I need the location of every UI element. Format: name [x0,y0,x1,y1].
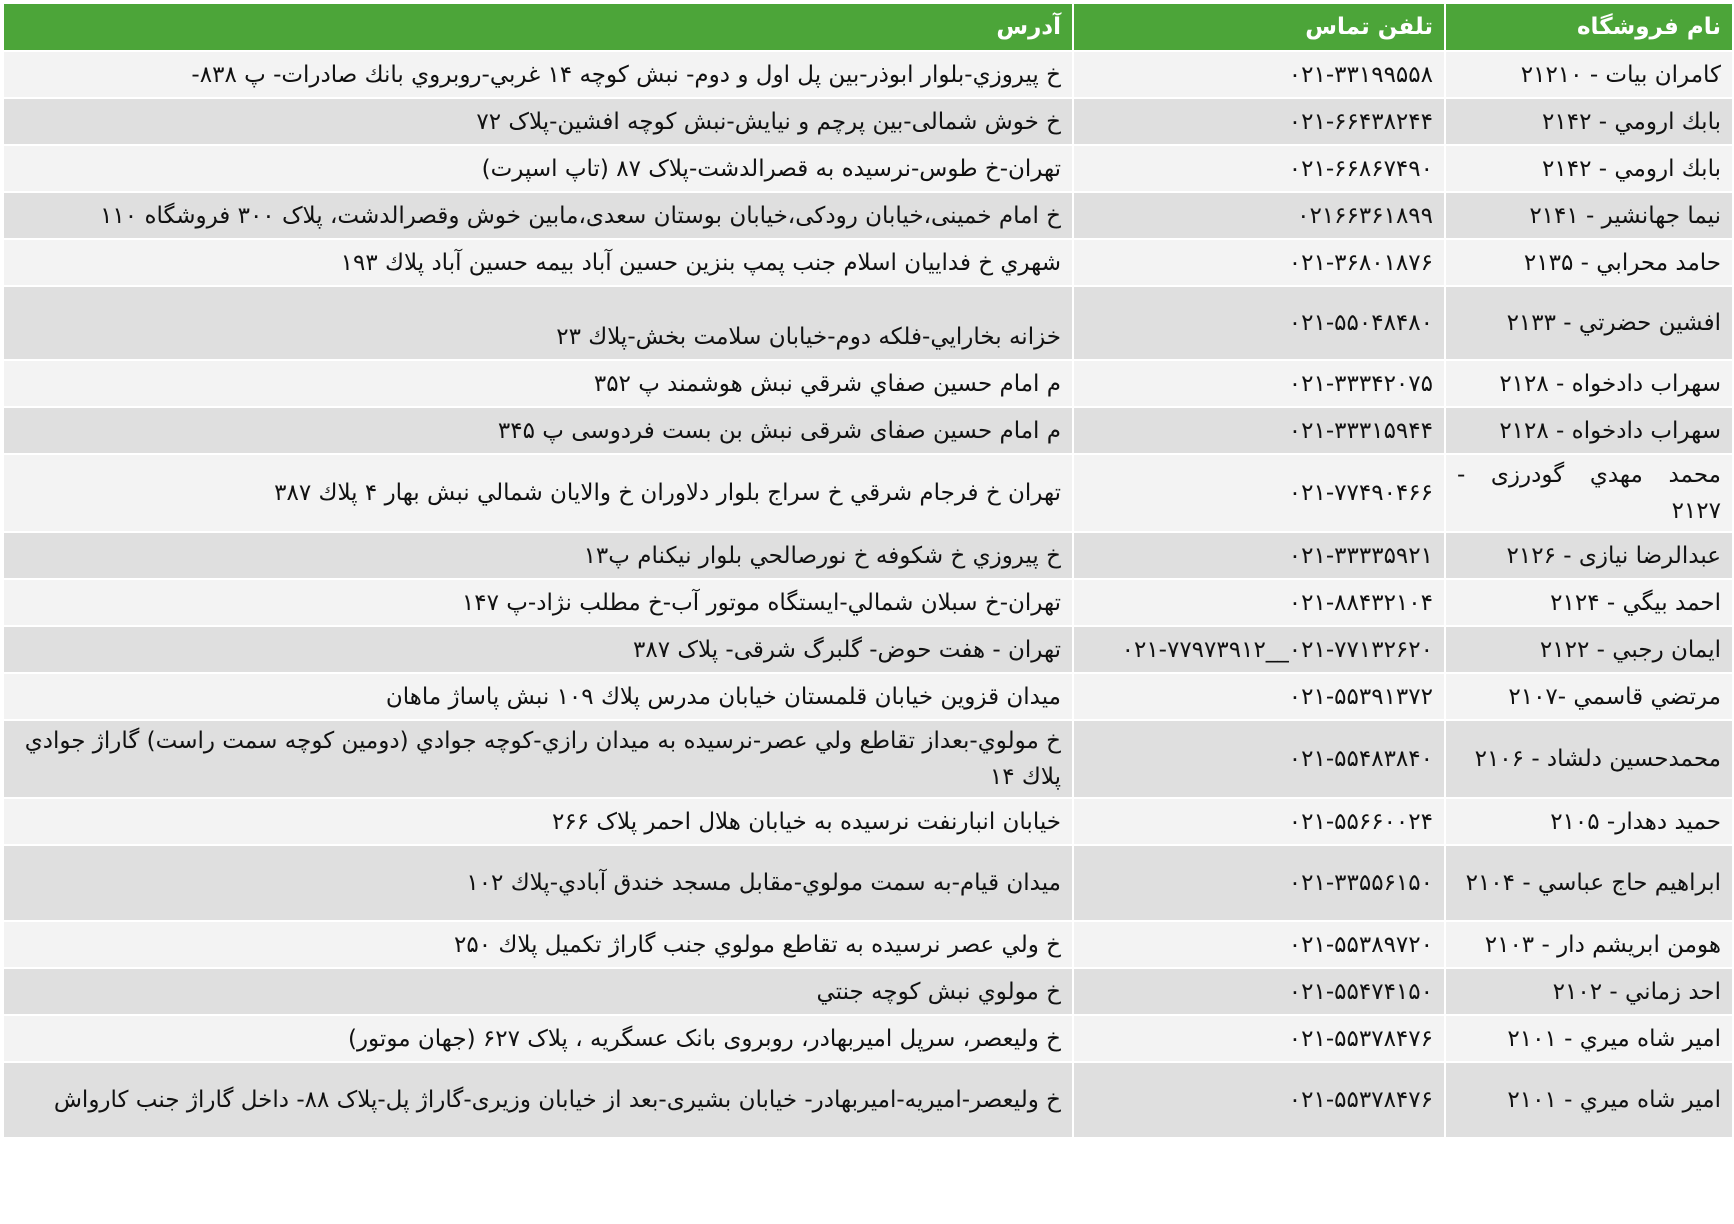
table-row [3,968,1733,1015]
phone-cell[interactable]: ۰۲۱-۵۵۰۴۸۴۸۰ [1073,286,1445,360]
store-name-cell[interactable]: نیما جهانشیر - ۲۱۴۱ [1445,192,1733,239]
table-row [3,239,1733,286]
address-cell[interactable]: م امام حسين صفاى شرقى نبش بن بست فردوسى پ ۳۴۵ [3,407,1073,454]
address-cell[interactable]: خزانه بخارايي-فلكه دوم-خيابان سلامت بخش-پلاك ۲۳ [3,286,1073,360]
phone-cell[interactable]: ۰۲۱-۵۵۳۸۹۷۲۰ [1073,921,1445,968]
table-row [3,145,1733,192]
store-name-cell[interactable]: هومن ابريشم دار - ۲۱۰۳ [1445,921,1733,968]
phone-cell[interactable]: ۰۲۱-۷۷۹۷۳۹۱۲__۰۲۱-۷۷۱۳۲۶۲۰ [1073,626,1445,673]
phone-cell[interactable]: ۰۲۱-۵۵۴۷۴۱۵۰ [1073,968,1445,1015]
address-cell[interactable]: تهران-خ طوس-نرسیده به قصرالدشت-پلاک ۸۷ (تاپ اسپرت) [3,145,1073,192]
table-row [3,798,1733,845]
address-cell[interactable]: شهري خ فداييان اسلام جنب پمپ بنزين حسين آباد بيمه حسين آباد پلاك ۱۹۳ [3,239,1073,286]
table-row [3,532,1733,579]
table-row [3,673,1733,720]
table-row [3,360,1733,407]
address-cell[interactable]: خ مولوي نبش كوچه جنتي [3,968,1073,1015]
phone-cell[interactable]: ۰۲۱-۵۵۳۷۸۴۷۶ [1073,1015,1445,1062]
store-name-cell[interactable]: حمید دهدار- ۲۱۰۵ [1445,798,1733,845]
phone-cell[interactable]: ۰۲۱-۳۳۵۵۶۱۵۰ [1073,845,1445,921]
address-cell[interactable]: خ امام خمینی،خیابان رودکی،خیابان بوستان سعدی،مابین خوش وقصرالدشت، پلاک ۳۰۰ فروشگاه ۱۱۰ [3,192,1073,239]
table-row [3,1062,1733,1138]
store-name-cell[interactable]: ايمان رجبي - ۲۱۲۲ [1445,626,1733,673]
table-body [3,51,1733,1138]
store-name-cell[interactable]: امير شاه ميري - ۲۱۰۱ [1445,1015,1733,1062]
table-row [3,921,1733,968]
address-cell[interactable]: خ مولوي-بعداز تقاطع ولي عصر-نرسيده به ميدان رازي-كوچه جوادي (دومين كوچه سمت راست) گاراژ جوادي پلاك ۱۴ [3,720,1073,798]
address-cell[interactable]: ميدان قيام-به سمت مولوي-مقابل مسجد خندق آبادي-پلاك ۱۰۲ [3,845,1073,921]
table-row [3,720,1733,798]
store-table [2,2,1734,1139]
table-row [3,192,1733,239]
address-cell[interactable]: خ پيروزي-بلوار ابوذر-بين پل اول و دوم- نبش كوچه ۱۴ غربي-روبروي بانك صادرات- پ ۸۳۸- [3,51,1073,98]
store-name-cell[interactable]: محمد مهدي گودرزی - ۲۱۲۷ [1445,454,1733,532]
address-cell[interactable]: تهران-خ سبلان شمالي-ايستگاه موتور آب-خ مطلب نژاد-پ ۱۴۷ [3,579,1073,626]
table-row [3,579,1733,626]
address-cell[interactable]: خ وليعصر-اميريه-اميربهادر- خيابان بشيری-بعد از خيابان وزيری-گاراژ پل-پلاک ۸۸- داخل گاراژ جنب كارواش [3,1062,1073,1138]
store-name-cell[interactable]: بابك ارومي - ۲۱۴۲ [1445,145,1733,192]
table-row [3,286,1733,360]
address-cell[interactable]: خ ولي عصر نرسيده به تقاطع مولوي جنب گاراژ تكميل پلاك ۲۵۰ [3,921,1073,968]
phone-cell[interactable]: ۰۲۱-۶۶۸۶۷۴۹۰ [1073,145,1445,192]
header-row [3,3,1733,51]
phone-cell[interactable]: ۰۲۱-۵۵۴۸۳۸۴۰ [1073,720,1445,798]
address-cell[interactable]: م امام حسين صفاي شرقي نبش هوشمند پ ۳۵۲ [3,360,1073,407]
address-cell[interactable]: خیابان انبارنفت نرسیده به خیابان هلال احمر پلاک ۲۶۶ [3,798,1073,845]
phone-cell[interactable]: ۰۲۱-۷۷۴۹۰۴۶۶ [1073,454,1445,532]
phone-cell[interactable]: ۰۲۱-۳۳۱۹۹۵۵۸ [1073,51,1445,98]
table-header [3,3,1733,51]
store-name-cell[interactable]: سهراب دادخواه - ۲۱۲۸ [1445,407,1733,454]
spreadsheet-sheet [0,2,1734,1224]
store-name-cell[interactable]: امير شاه ميري - ۲۱۰۱ [1445,1062,1733,1138]
phone-cell[interactable]: ۰۲۱-۸۸۴۳۲۱۰۴ [1073,579,1445,626]
store-name-cell[interactable]: عبدالرضا نیازی - ۲۱۲۶ [1445,532,1733,579]
store-name-cell[interactable]: حامد محرابي - ۲۱۳۵ [1445,239,1733,286]
table-row [3,407,1733,454]
phone-cell[interactable]: ۰۲۱-۵۵۳۷۸۴۷۶ [1073,1062,1445,1138]
phone-cell[interactable]: ۰۲۱-۳۶۸۰۱۸۷۶ [1073,239,1445,286]
address-cell[interactable]: خ پيروزي خ شكوفه خ نورصالحي بلوار نيكنام پ۱۳ [3,532,1073,579]
address-cell[interactable]: ميدان قزوين خيابان قلمستان خيابان مدرس پلاك ۱۰۹ نبش پاساژ ماهان [3,673,1073,720]
phone-cell[interactable]: ۰۲۱-۵۵۶۶۰۰۲۴ [1073,798,1445,845]
store-name-cell[interactable]: افشين حضرتي - ۲۱۳۳ [1445,286,1733,360]
store-name-cell[interactable]: مرتضي قاسمي -۲۱۰۷ [1445,673,1733,720]
table-row [3,845,1733,921]
store-name-cell[interactable]: احد زماني - ۲۱۰۲ [1445,968,1733,1015]
table-row [3,51,1733,98]
address-cell[interactable]: تهران - هفت حوض- گلبرگ شرقی- پلاک ۳۸۷ [3,626,1073,673]
address-cell[interactable]: تهران خ فرجام شرقي خ سراج بلوار دلاوران خ والايان شمالي نبش بهار ۴ پلاك ۳۸۷ [3,454,1073,532]
store-name-cell[interactable]: كامران بيات - ۲۱۲۱۰ [1445,51,1733,98]
table-row [3,1015,1733,1062]
phone-cell[interactable]: ۰۲۱-۶۶۴۳۸۲۴۴ [1073,98,1445,145]
header-store-name[interactable]: نام فروشگاه [1445,3,1733,51]
store-name-cell[interactable]: احمد بيگي - ۲۱۲۴ [1445,579,1733,626]
phone-cell[interactable]: ۰۲۱-۳۳۳۱۵۹۴۴ [1073,407,1445,454]
header-phone[interactable]: تلفن تماس [1073,3,1445,51]
phone-cell[interactable]: ۰۲۱-۵۵۳۹۱۳۷۲ [1073,673,1445,720]
table-row [3,454,1733,532]
phone-cell[interactable]: ۰۲۱-۳۳۳۳۵۹۲۱ [1073,532,1445,579]
phone-cell[interactable]: ۰۲۱۶۶۳۶۱۸۹۹ [1073,192,1445,239]
phone-cell[interactable]: ۰۲۱-۳۳۳۴۲۰۷۵ [1073,360,1445,407]
table-row [3,98,1733,145]
store-name-cell[interactable]: سهراب دادخواه - ۲۱۲۸ [1445,360,1733,407]
store-name-cell[interactable]: بابك ارومي - ۲۱۴۲ [1445,98,1733,145]
store-name-cell[interactable]: محمدحسين دلشاد - ۲۱۰۶ [1445,720,1733,798]
header-address[interactable]: آدرس [3,3,1073,51]
store-name-cell[interactable]: ابراهيم حاج عباسي - ۲۱۰۴ [1445,845,1733,921]
table-row [3,626,1733,673]
address-cell[interactable]: خ خوش شمالی-بین پرچم و نیایش-نبش کوچه افشین-پلاک ۷۲ [3,98,1073,145]
address-cell[interactable]: خ وليعصر، سرپل اميربهادر، روبروی بانک عسگريه ، پلاک ۶۲۷ (جهان موتور) [3,1015,1073,1062]
